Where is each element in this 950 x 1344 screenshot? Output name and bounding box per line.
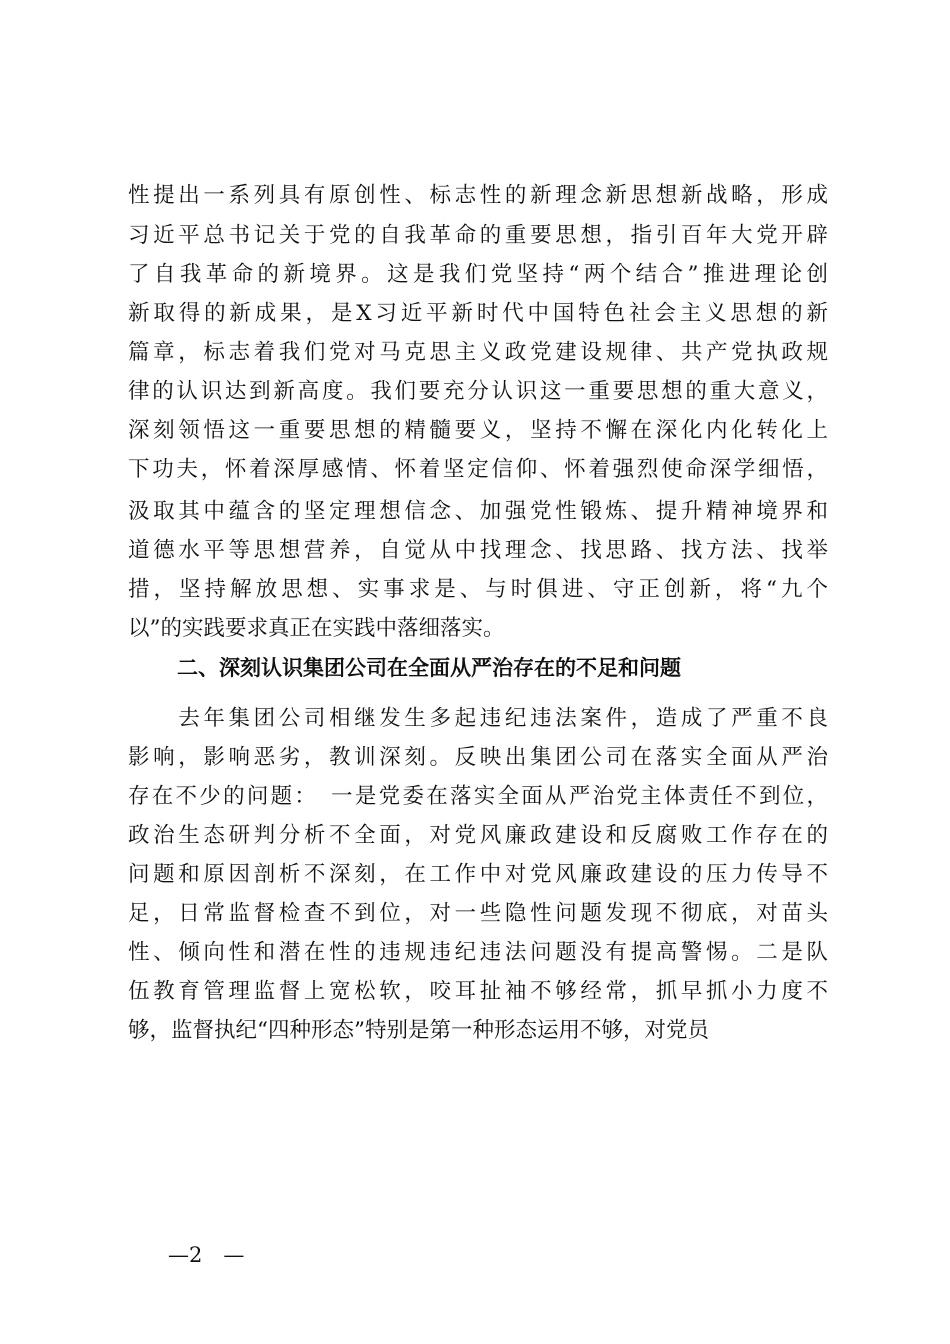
paragraph-line: 去年集团公司相继发生多起违纪违法案件，造成了严重不良 [128, 706, 828, 731]
paragraph-line: 伍教育管理监督上宽松软，咬耳扯袖不够经常，抓早抓小力度不 [128, 979, 828, 1004]
paragraph-line: 汲取其中蕴含的坚定理想信念、加强党性锻炼、提升精神境界和 [128, 499, 828, 524]
paragraph-line: 足，日常监督检查不到位，对一些隐性问题发现不彻底，对苗头 [128, 901, 828, 926]
section-heading: 二、深刻认识集团公司在全面从严治存在的不足和问题 [177, 656, 681, 680]
paragraph-line: 习近平总书记关于党的自我革命的重要思想，指引百年大党开辟 [128, 223, 828, 248]
paragraph-line: 道德水平等思想营养，自觉从中找理念、找思路、找方法、找举 [128, 538, 828, 563]
paragraph-line: 新取得的新成果，是X习近平新时代中国特色社会主义思想的新 [128, 301, 828, 326]
paragraph-line: 深刻领悟这一重要思想的精髓要义，坚持不懈在深化内化转化上 [128, 418, 828, 443]
paragraph-line: 以”的实践要求真正在实践中落细落实。 [128, 616, 505, 641]
paragraph-line: 性、倾向性和潜在性的违规违纪违法问题没有提高警惕。二是队 [128, 940, 828, 965]
paragraph-line: 了自我革命的新境界。这是我们党坚持“两个结合”推进理论创 [128, 262, 828, 287]
paragraph-line: 影响，影响恶劣，教训深刻。反映出集团公司在落实全面从严治 [128, 745, 828, 770]
paragraph-line: 存在不少的问题： 一是党委在落实全面从严治党主体责任不到位， [128, 784, 828, 809]
paragraph-line: 性提出一系列具有原创性、标志性的新理念新思想新战略，形成 [128, 183, 828, 208]
paragraph-line: 问题和原因剖析不深刻，在工作中对党风廉政建设的压力传导不 [128, 862, 828, 887]
paragraph-line: 措，坚持解放思想、实事求是、与时俱进、守正创新，将“九个 [128, 577, 828, 602]
paragraph-line: 政治生态研判分析不全面，对党风廉政建设和反腐败工作存在的 [128, 823, 828, 848]
paragraph-line: 律的认识达到新高度。我们要充分认识这一重要思想的重大意义， [128, 379, 828, 404]
page-number: —2 — [168, 1243, 245, 1267]
paragraph-line: 够，监督执纪“四种形态”特别是第一种形态运用不够，对党员 [128, 1018, 709, 1043]
paragraph-line: 下功夫，怀着深厚感情、怀着坚定信仰、怀着强烈使命深学细悟， [128, 457, 828, 482]
paragraph-line: 篇章，标志着我们党对马克思主义政党建设规律、共产党执政规 [128, 340, 828, 365]
